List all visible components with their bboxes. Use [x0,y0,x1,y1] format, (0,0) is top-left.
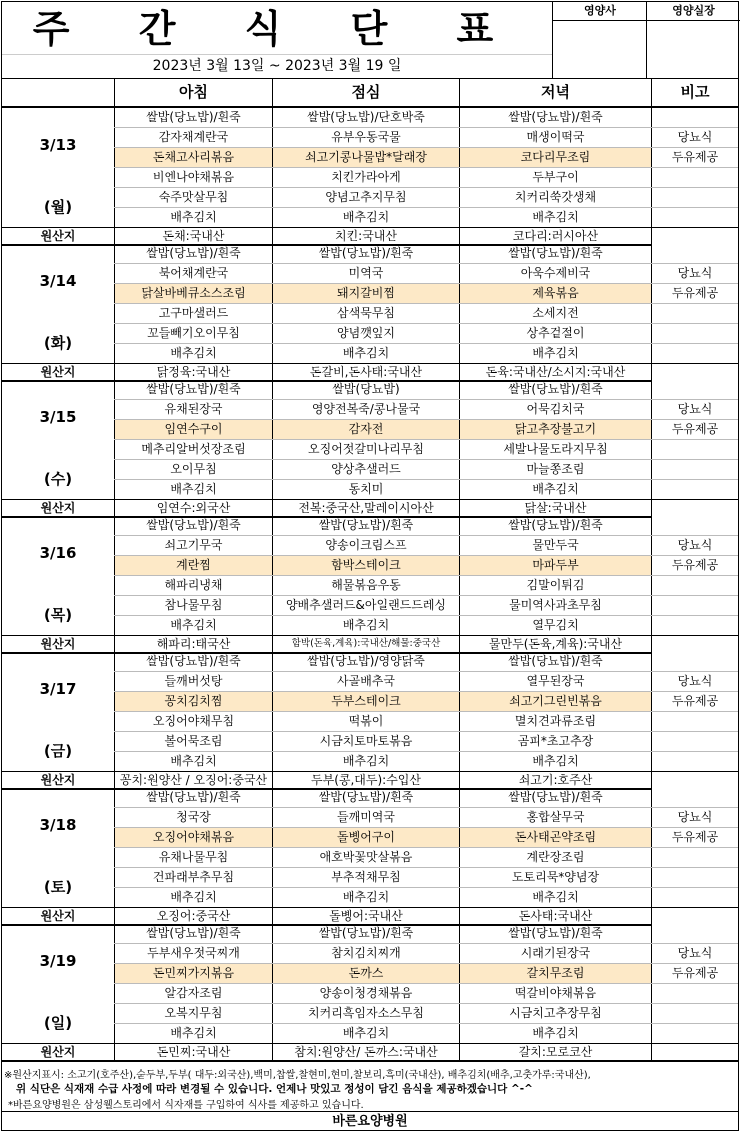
note-item [651,440,738,459]
breakfast-origin: 해파리:태국산 [114,636,272,652]
menu-row [114,848,738,868]
menu-row [114,1004,738,1024]
menu-row [114,868,738,888]
breakfast-item: 유채된장국 [114,400,272,419]
breakfast-item: 고구마샐러드 [114,304,272,323]
note-item [651,616,738,635]
dinner-origin: 코다리:러시아산 [459,228,651,244]
breakfast-item: 쌀밥(당뇨밥)/흰죽 [114,380,272,399]
breakfast-item: 쌀밥(당뇨밥)/흰죽 [114,788,272,807]
breakfast-item: 감자채계란국 [114,128,272,147]
breakfast-origin: 꽁치:원양산 / 오징어:중국산 [114,772,272,788]
lunch-item: 쇠고기콩나물밥*달래장 [272,148,459,167]
note-item: 당뇨식 [651,672,738,691]
day-label [2,788,114,908]
day-date: 3/14 [39,272,77,290]
origin-label: 원산지 [40,365,76,379]
dinner-item: 물미역사과초무침 [459,596,651,615]
lunch-item: 돼지갈비찜 [272,284,459,303]
lunch-item: 양념고추지무침 [272,188,459,207]
note-item: 당뇨식 [651,808,738,827]
lunch-origin: 돈갈비,돈사태:국내산 [272,364,459,380]
lunch-item: 치커리흑임자소스무침 [272,1004,459,1023]
breakfast-origin: 임연수:외국산 [114,500,272,516]
breakfast-origin: 닭정육:국내산 [114,364,272,380]
note-item [651,1024,738,1043]
day-date: 3/15 [39,408,77,426]
dinner-item: 갈치무조림 [459,964,651,983]
dinner-item: 제육볶음 [459,284,651,303]
note-item: 당뇨식 [651,400,738,419]
day-label [2,652,114,772]
menu-row [114,380,738,400]
note-item [651,208,738,227]
breakfast-item: 돈민찌가지볶음 [114,964,272,983]
dinner-item: 배추김치 [459,888,651,907]
day-date: 3/16 [39,544,77,562]
lunch-origin: 돌볭어:국내산 [272,908,459,924]
breakfast-item: 오징어야채볶음 [114,828,272,847]
dinner-item: 상추겉절이 [459,324,651,343]
breakfast-item: 알감자조림 [114,984,272,1003]
note-origin [651,772,738,788]
note-item: 두유제공 [651,284,738,303]
menu-row [114,108,738,128]
column-dinner: 저녁 [459,78,651,106]
day-date: 3/17 [39,680,77,698]
note-item [651,752,738,771]
lunch-item: 오징어젓갈미나리무침 [272,440,459,459]
breakfast-origin: 돈민찌:국내산 [114,1044,272,1060]
dinner-item: 물만두국 [459,536,651,555]
breakfast-item: 배추김치 [114,480,272,499]
day-label [2,924,114,1044]
origin-row [2,1043,738,1062]
note-item [651,848,738,867]
lunch-item: 쌀밥(당뇨밥)/영양닭죽 [272,652,459,671]
note-item [651,924,738,943]
breakfast-item: 유채나물무침 [114,848,272,867]
menu-row [114,400,738,420]
lunch-item: 동치미 [272,480,459,499]
breakfast-item: 건파래부추무침 [114,868,272,887]
breakfast-item: 두부새우젓국찌개 [114,944,272,963]
note-origin [651,1044,738,1060]
note-item: 두유제공 [651,692,738,711]
change-note: 위 식단은 식재재 수급 사정에 따라 변경될 수 있습니다. 언제나 맛있고 정성이 담긴 음식을 제공하겠습니다 ^-^ [16,1083,533,1095]
lunch-item: 쌀밥(당뇨밥)/단호박죽 [272,108,459,127]
breakfast-item: 볼어묵조림 [114,732,272,751]
day-block [2,244,738,380]
breakfast-item: 오복지무침 [114,1004,272,1023]
note-item: 두유제공 [651,964,738,983]
dinner-item: 멸치견과류조림 [459,712,651,731]
breakfast-item: 참나물무침 [114,596,272,615]
signature-chief[interactable] [646,2,740,78]
dinner-item: 쇠고기그린빈볶음 [459,692,651,711]
dinner-item: 쌀밥(당뇨밥)/흰죽 [459,516,651,535]
note-item: 당뇨식 [651,536,738,555]
signature-chief-label: 영양실장 [647,2,740,21]
lunch-item: 치킨가라아게 [272,168,459,187]
supplier-note: *바른요양병원은 삼성웰스토리에서 식자재를 구입하여 식사를 제공하고 있습니다. [8,1100,364,1111]
dinner-item: 김말이튀김 [459,576,651,595]
signature-box [552,2,739,79]
lunch-item: 양송이청경채볶음 [272,984,459,1003]
signature-dietitian-label: 영양사 [553,2,647,21]
breakfast-item: 청국장 [114,808,272,827]
dinner-item: 쌀밥(당뇨밥)/흰죽 [459,788,651,807]
note-item [651,168,738,187]
dinner-item: 계란장조림 [459,848,651,867]
dinner-item: 시래기된장국 [459,944,651,963]
note-origin [651,500,738,516]
breakfast-item: 쌀밥(당뇨밥)/흰죽 [114,108,272,127]
dinner-item: 돈사태곤약조림 [459,828,651,847]
day-block [2,380,738,516]
menu-row [114,128,738,148]
breakfast-item: 닭살바베큐소스조림 [114,284,272,303]
day-block [2,108,738,244]
dinner-origin: 쇠고기:호주산 [459,772,651,788]
dinner-item: 쌀밥(당뇨밥)/흰죽 [459,924,651,943]
menu-row [114,556,738,576]
lunch-item: 배추김치 [272,1024,459,1043]
origin-label: 원산지 [40,909,76,923]
note-item [651,304,738,323]
menu-row [114,1024,738,1044]
dinner-item: 쌀밥(당뇨밥)/흰죽 [459,108,651,127]
lunch-item: 미역국 [272,264,459,283]
note-item [651,712,738,731]
note-item: 두유제공 [651,556,738,575]
menu-row [114,420,738,440]
menu-row [114,808,738,828]
dinner-item: 배추김치 [459,752,651,771]
menu-row [114,536,738,556]
breakfast-item: 배추김치 [114,208,272,227]
menu-row [114,984,738,1004]
breakfast-item: 돈채고사리볶음 [114,148,272,167]
note-origin [651,228,738,244]
note-item [651,868,738,887]
menu-row [114,788,738,808]
origin-note: ※원산지표시: 소고기(호주산),숟두부,두부( 대두:외국산),백미,찹쌀,찰현미,현미,찰보리,흑미(국내산), 배추김치(배추,고춧가루:국내산), [4,1070,591,1081]
breakfast-origin: 돈채:국내산 [114,228,272,244]
breakfast-item: 배추김치 [114,344,272,363]
breakfast-item: 배추김치 [114,616,272,635]
note-origin [651,636,738,652]
lunch-item: 함박스테이크 [272,556,459,575]
breakfast-item: 쌀밥(당뇨밥)/흰죽 [114,244,272,263]
day-label [2,516,114,636]
breakfast-item: 꽁치김치찜 [114,692,272,711]
lunch-item: 배추김치 [272,344,459,363]
day-block [2,924,738,1060]
origin-label: 원산지 [40,637,76,651]
dinner-item: 떡갈비야채볶음 [459,984,651,1003]
dinner-item: 홍합살무국 [459,808,651,827]
lunch-item: 사골배추국 [272,672,459,691]
menu-row [114,964,738,984]
breakfast-item: 꼬들빼기오이무침 [114,324,272,343]
day-weekday: (수) [43,470,73,488]
note-item [651,460,738,479]
note-origin [651,908,738,924]
day-date: 3/18 [39,816,77,834]
note-item [651,596,738,615]
menu-row [114,616,738,636]
menu-row [114,168,738,188]
day-date: 3/13 [39,136,77,154]
day-weekday: (화) [43,334,73,352]
breakfast-item: 해파리냉채 [114,576,272,595]
breakfast-item: 쌀밥(당뇨밥)/흰죽 [114,924,272,943]
dinner-origin: 닭살:국내산 [459,500,651,516]
lunch-item: 쌀밥(당뇨밥)/흰죽 [272,516,459,535]
lunch-item: 참치김치찌개 [272,944,459,963]
dinner-origin: 갈치:모로코산 [459,1044,651,1060]
menu-row [114,652,738,672]
note-item: 두유제공 [651,828,738,847]
breakfast-item: 쌀밥(당뇨밥)/흰죽 [114,516,272,535]
lunch-origin: 치킨:국내산 [272,228,459,244]
lunch-item: 영양전복죽/콩나물국 [272,400,459,419]
weekly-menu-sheet [1,1,739,1131]
dinner-item: 열무김치 [459,616,651,635]
menu-row [114,460,738,480]
lunch-item: 배추김치 [272,752,459,771]
lunch-item: 두부스테이크 [272,692,459,711]
dinner-item: 닭고추장불고기 [459,420,651,439]
breakfast-item: 배추김치 [114,752,272,771]
breakfast-item: 오이무침 [114,460,272,479]
lunch-origin: 함박(돈육,계육):국내산/해물:중국산 [272,636,459,652]
dinner-origin: 돈사태:국내산 [459,908,651,924]
day-weekday: (토) [43,878,73,896]
dinner-origin: 물만두(돈육,계육):국내산 [459,636,651,652]
day-weekday: (일) [43,1014,73,1032]
menu-row [114,148,738,168]
lunch-item: 양상추샐러드 [272,460,459,479]
note-item [651,652,738,671]
lunch-item: 시금치토마토볶음 [272,732,459,751]
dinner-item: 열무된장국 [459,672,651,691]
day-block [2,652,738,788]
day-label [2,380,114,500]
note-item [651,108,738,127]
note-item [651,324,738,343]
lunch-item: 양배추샐러드&아일랜드드레싱 [272,596,459,615]
day-label [2,108,114,228]
dinner-origin: 돈육:국내산/소시지:국내산 [459,364,651,380]
note-origin [651,364,738,380]
dinner-item: 배추김치 [459,1024,651,1043]
breakfast-item: 메추리알버섯장조림 [114,440,272,459]
day-weekday: (월) [43,198,73,216]
dinner-item: 배추김치 [459,208,651,227]
note-item [651,984,738,1003]
column-breakfast: 아침 [114,78,272,106]
note-item [651,244,738,263]
menu-row [114,576,738,596]
breakfast-item: 계란찜 [114,556,272,575]
origin-label: 원산지 [40,773,76,787]
dinner-item: 세발나물도라지무침 [459,440,651,459]
lunch-item: 양념깻잎지 [272,324,459,343]
note-item [651,888,738,907]
dinner-item: 쌀밥(당뇨밥)/흰죽 [459,244,651,263]
lunch-item: 배추김치 [272,888,459,907]
dinner-item: 코다리무조림 [459,148,651,167]
breakfast-item: 임연수구이 [114,420,272,439]
page-title: 주 간 식 단 표 [32,7,522,51]
dinner-item: 배추김치 [459,480,651,499]
note-item [651,788,738,807]
lunch-item: 애호박꽃맛살볶음 [272,848,459,867]
lunch-item: 쌀밥(당뇨밥)/흰죽 [272,788,459,807]
dinner-item: 배추김치 [459,344,651,363]
menu-row [114,732,738,752]
note-item: 두유제공 [651,148,738,167]
breakfast-item: 배추김치 [114,888,272,907]
dinner-item: 곰피*초고추장 [459,732,651,751]
lunch-item: 배추김치 [272,616,459,635]
lunch-item: 쌀밥(당뇨밥)/흰죽 [272,924,459,943]
lunch-item: 돌볭어구이 [272,828,459,847]
footer [2,1064,738,1130]
origin-label: 원산지 [40,1045,76,1059]
menu-row [114,304,738,324]
note-item: 당뇨식 [651,264,738,283]
menu-row [114,188,738,208]
dinner-item: 어묵김치국 [459,400,651,419]
header [2,2,552,79]
breakfast-item: 쇠고기무국 [114,536,272,555]
note-item [651,480,738,499]
menu-row [114,596,738,616]
lunch-item: 부추적채무침 [272,868,459,887]
day-label [2,244,114,364]
dinner-item: 소세지전 [459,304,651,323]
menu-row [114,828,738,848]
signature-dietitian[interactable] [552,2,647,78]
hospital-name: 바른요양병원 [2,1111,738,1132]
day-weekday: (목) [43,606,73,624]
breakfast-item: 북어채계란국 [114,264,272,283]
menu-row [114,284,738,304]
note-item [651,576,738,595]
note-item [651,516,738,535]
lunch-origin: 참치:원양산/ 돈까스:국내산 [272,1044,459,1060]
breakfast-item: 들깨버섯탕 [114,672,272,691]
menu-row [114,888,738,908]
day-block [2,516,738,652]
day-date: 3/19 [39,952,77,970]
dinner-item: 마파두부 [459,556,651,575]
note-item: 당뇨식 [651,128,738,147]
menu-row [114,944,738,964]
lunch-item: 해물볶음우동 [272,576,459,595]
menu-row [114,440,738,460]
note-item [651,732,738,751]
lunch-origin: 두부(콩,대두):수입산 [272,772,459,788]
note-item [651,344,738,363]
menu-row [114,516,738,536]
breakfast-item: 오징어야채무침 [114,712,272,731]
menu-row [114,752,738,772]
breakfast-item: 배추김치 [114,1024,272,1043]
menu-row [114,692,738,712]
dinner-item: 시금치고추장무침 [459,1004,651,1023]
menu-row [114,344,738,364]
lunch-item: 배추김치 [272,208,459,227]
note-item [651,188,738,207]
lunch-item: 감자전 [272,420,459,439]
breakfast-item: 숙주맛살무침 [114,188,272,207]
lunch-item: 쌀밥(당뇨밥) [272,380,459,399]
menu-row [114,244,738,264]
lunch-item: 떡볶이 [272,712,459,731]
day-weekday: (금) [43,742,73,760]
column-lunch: 점심 [272,78,459,106]
dinner-item: 마늘쫑조림 [459,460,651,479]
menu-row [114,324,738,344]
dinner-item: 도토리묵*양념장 [459,868,651,887]
note-item: 두유제공 [651,420,738,439]
menu-row [114,264,738,284]
dinner-item: 매생이떡국 [459,128,651,147]
breakfast-origin: 오징어:중국산 [114,908,272,924]
menu-period: 2023년 3월 13일 ~ 2023년 3월 19 일 [2,54,552,77]
dinner-item: 아욱수제비국 [459,264,651,283]
menu-row [114,672,738,692]
day-block [2,788,738,924]
lunch-origin: 전복:중국산,말레이시아산 [272,500,459,516]
lunch-item: 양송이크림스프 [272,536,459,555]
column-header [2,78,738,108]
breakfast-item: 비엔나야채볶음 [114,168,272,187]
dinner-item: 쌀밥(당뇨밥)/흰죽 [459,652,651,671]
lunch-item: 쌀밥(당뇨밥)/흰죽 [272,244,459,263]
note-item [651,380,738,399]
menu-row [114,924,738,944]
column-note: 비고 [651,78,738,106]
lunch-item: 들깨미역국 [272,808,459,827]
lunch-item: 유부우동국물 [272,128,459,147]
note-item: 당뇨식 [651,944,738,963]
lunch-item: 돈까스 [272,964,459,983]
menu-row [114,480,738,500]
origin-label: 원산지 [40,229,76,243]
note-item [651,1004,738,1023]
dinner-item: 쌀밥(당뇨밥)/흰죽 [459,380,651,399]
origin-label: 원산지 [40,501,76,515]
menu-row [114,712,738,732]
dinner-item: 두부구이 [459,168,651,187]
menu-row [114,208,738,228]
dinner-item: 치커리쑥갓생채 [459,188,651,207]
lunch-item: 삼색묵무침 [272,304,459,323]
breakfast-item: 쌀밥(당뇨밥)/흰죽 [114,652,272,671]
